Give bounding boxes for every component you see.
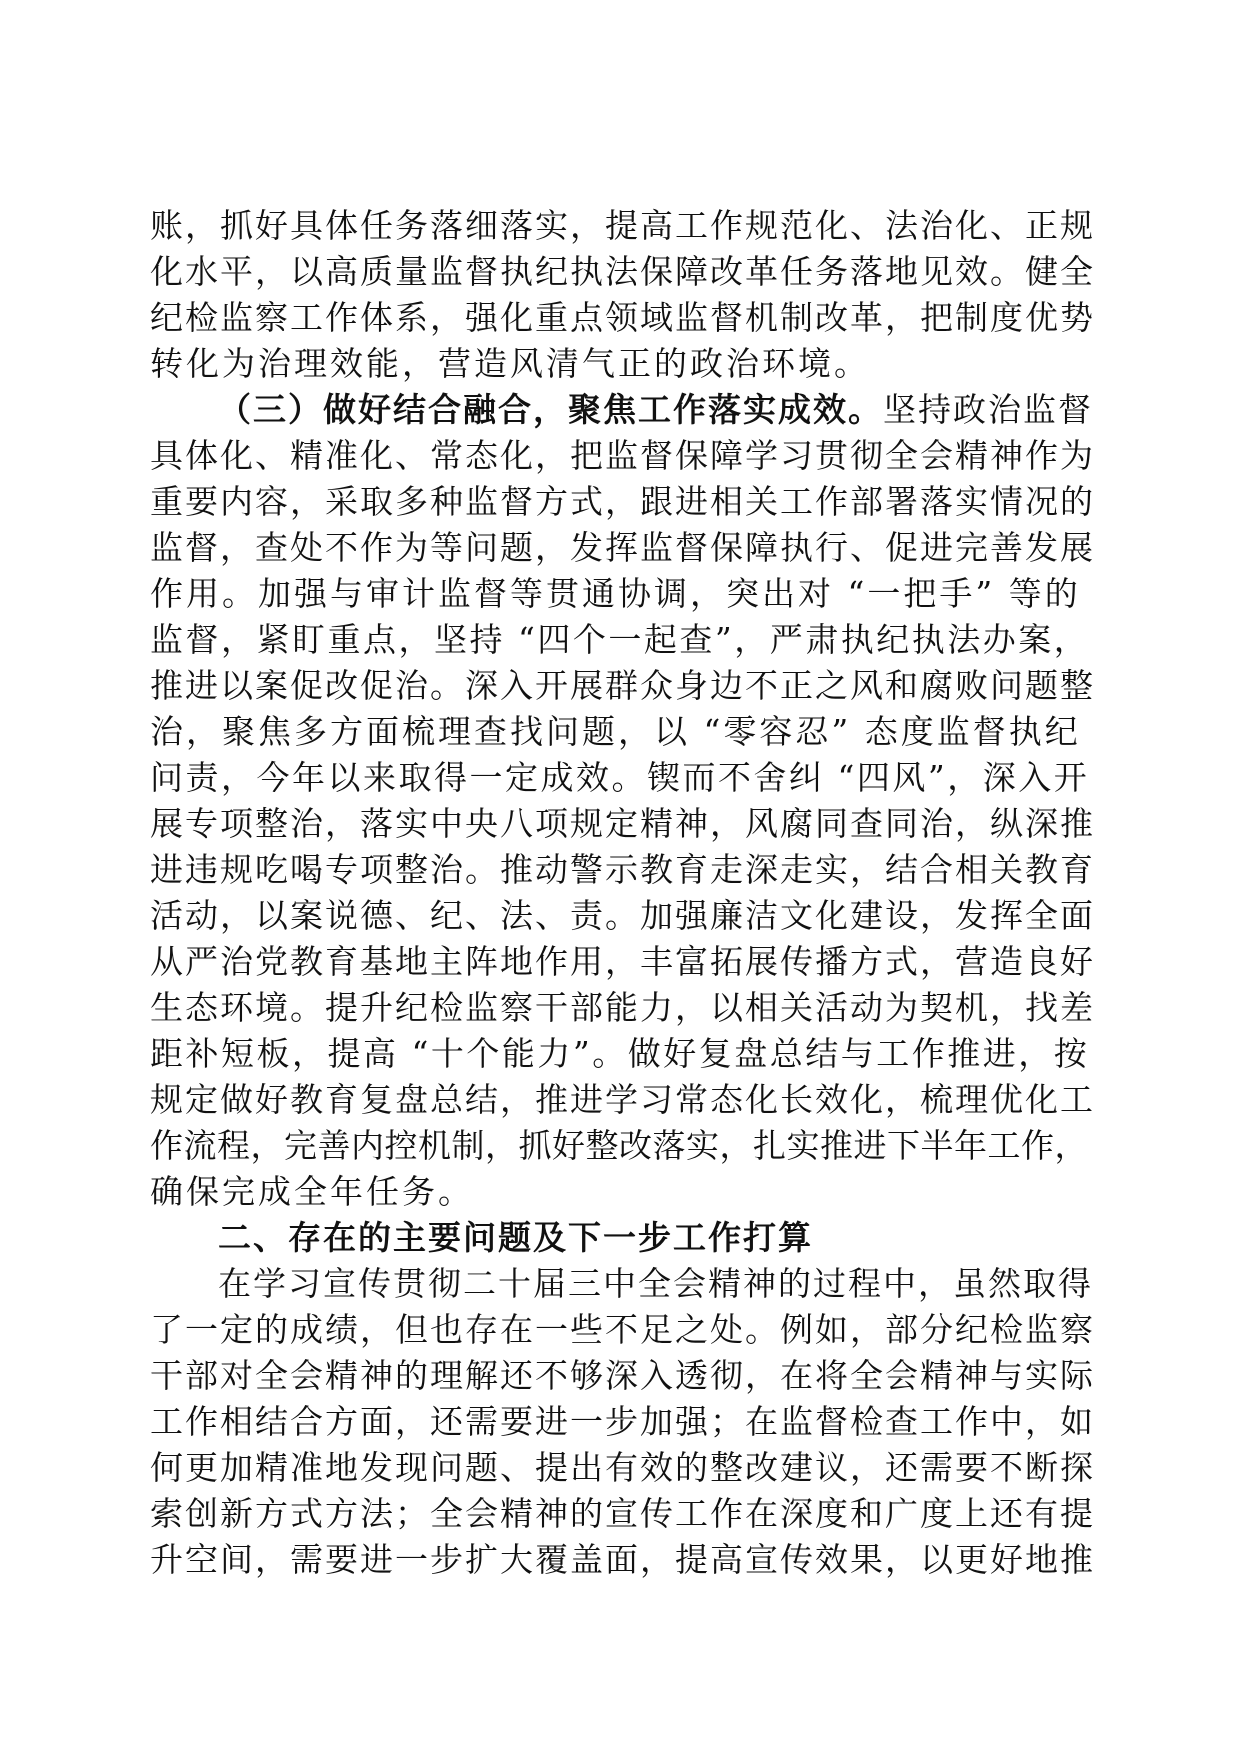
paragraph-3-line-2: 了一定的成绩，但也存在一些不足之处。例如，部分纪检监察: [150, 1310, 1095, 1349]
paragraph-2-line-2: 具体化、精准化、常态化，把监督保障学习贯彻全会精神作为: [150, 436, 1095, 475]
paragraph-3-line-4: 工作相结合方面，还需要进一步加强；在监督检查工作中，如: [150, 1402, 1095, 1441]
paragraph-2-line-4: 监督，查处不作为等问题，发挥监督保障执行、促进完善发展: [150, 528, 1095, 567]
paragraph-2-line-7: 推进以案促改促治。深入开展群众身边不正之风和腐败问题整: [150, 666, 1095, 705]
subsection-heading-3: （三）做好结合融合，聚焦工作落实成效。: [218, 390, 883, 429]
paragraph-3-line-7: 升空间，需要进一步扩大覆盖面，提高宣传效果，以更好地推: [150, 1540, 1095, 1579]
paragraph-1-line-4: 转化为治理效能，营造风清气正的政治环境。: [150, 344, 870, 383]
paragraph-2-line-9: 问责，今年以来取得一定成效。锲而不舍纠 “四风”，深入开: [150, 758, 1090, 797]
paragraph-2-line-17: 作流程，完善内控机制，抓好整改落实，扎实推进下半年工作，: [150, 1126, 1088, 1165]
paragraph-3-line-1: 在学习宣传贯彻二十届三中全会精神的过程中，虽然取得: [218, 1264, 1093, 1303]
paragraph-2-line-3: 重要内容，采取多种监督方式，跟进相关工作部署落实情况的: [150, 482, 1095, 521]
paragraph-3-line-3: 干部对全会精神的理解还不够深入透彻，在将全会精神与实际: [150, 1356, 1095, 1395]
paragraph-2-line-15: 距补短板，提高 “十个能力”。做好复盘总结与工作推进，按: [150, 1034, 1090, 1073]
paragraph-2-lead-rest: 坚持政治监督: [883, 390, 1093, 429]
paragraph-2-line-6: 监督，紧盯重点，坚持 “四个一起查”，严肃执纪执法办案，: [150, 620, 1090, 659]
paragraph-2-line-14: 生态环境。提升纪检监察干部能力，以相关活动为契机，找差: [150, 988, 1095, 1027]
paragraph-2-line-1: [218, 387, 1093, 433]
paragraph-2-line-16: 规定做好教育复盘总结，推进学习常态化长效化，梳理优化工: [150, 1080, 1095, 1119]
paragraph-2-line-18: 确保完成全年任务。: [150, 1172, 474, 1211]
paragraph-3-line-6: 索创新方式方法；全会精神的宣传工作在深度和广度上还有提: [150, 1494, 1095, 1533]
paragraph-2-line-13: 从严治党教育基地主阵地作用，丰富拓展传播方式，营造良好: [150, 942, 1095, 981]
paragraph-2-line-8: 治，聚焦多方面梳理查找问题，以 “零容忍” 态度监督执纪: [150, 712, 1081, 751]
paragraph-2-line-11: 进违规吃喝专项整治。推动警示教育走深走实，结合相关教育: [150, 850, 1095, 889]
section-heading: 二、存在的主要问题及下一步工作打算: [218, 1218, 813, 1257]
paragraph-2-line-10: 展专项整治，落实中央八项规定精神，风腐同查同治，纵深推: [150, 804, 1095, 843]
paragraph-1-line-2: 化水平，以高质量监督执纪执法保障改革任务落地见效。健全: [150, 252, 1095, 291]
paragraph-2-line-12: 活动，以案说德、纪、法、责。加强廉洁文化建设，发挥全面: [150, 896, 1095, 935]
paragraph-2-line-5: 作用。加强与审计监督等贯通协调，突出对 “一把手” 等的: [150, 574, 1081, 613]
paragraph-1-line-1: 账，抓好具体任务落细落实，提高工作规范化、法治化、正规: [150, 206, 1095, 245]
paragraph-3-line-5: 何更加精准地发现问题、提出有效的整改建议，还需要不断探: [150, 1448, 1095, 1487]
paragraph-1-line-3: 纪检监察工作体系，强化重点领域监督机制改革，把制度优势: [150, 298, 1095, 337]
